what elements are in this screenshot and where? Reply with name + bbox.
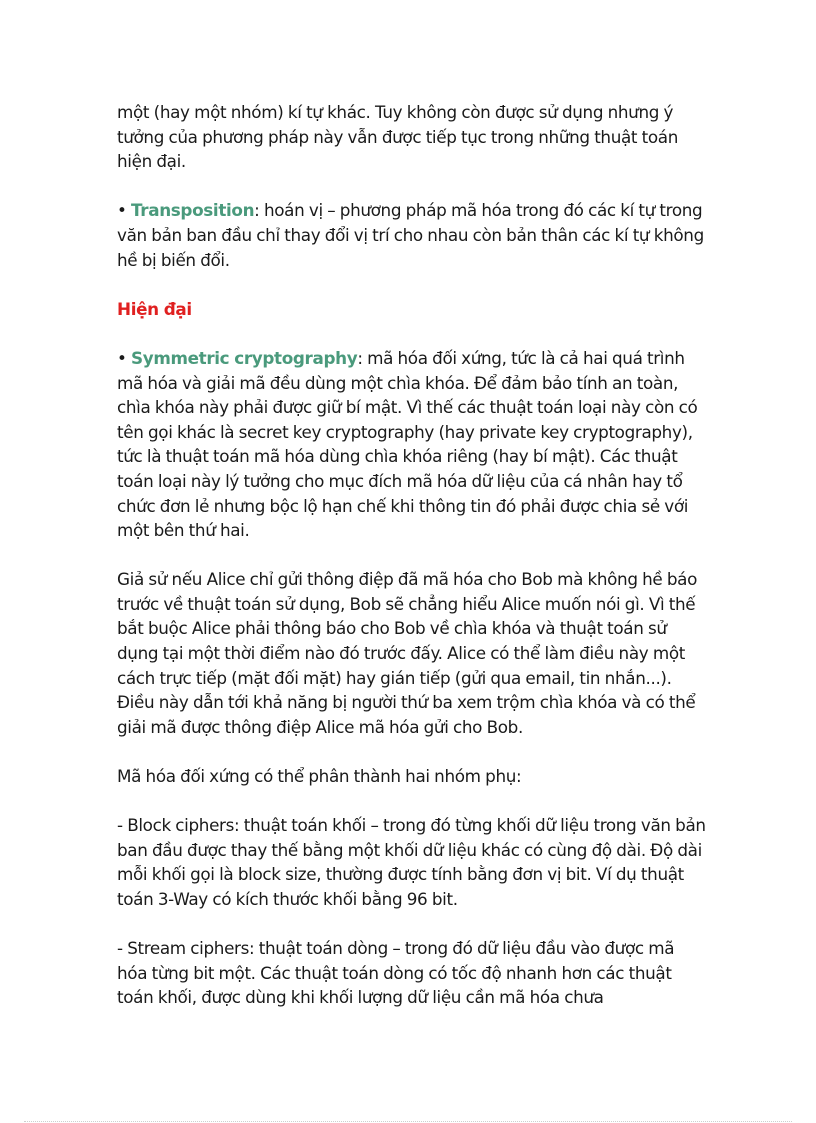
document-page	[117, 100, 707, 1035]
paragraph-block-ciphers: - Block ciphers: thuật toán khối – trong đó từng khối dữ liệu trong văn bản ban đầu được thay thế bằng một khối dữ liệu khác có cùng độ dài. Độ dài mỗi khối gọi là block size, thường được tính bằng đơn vị bit. Ví dụ thuật toán 3-Way có kích thước khối bằng 96 bit.	[117, 815, 706, 909]
symmetric-term: Symmetric cryptography	[131, 347, 358, 368]
transposition-text: : hoán vị – phương pháp mã hóa trong đó các kí tự trong văn bản ban đầu chỉ thay đổi vị trí cho nhau còn bản thân các kí tự không hề bị biến đổi.	[117, 200, 704, 270]
bullet-icon: •	[117, 347, 127, 368]
transposition-item	[117, 198, 707, 272]
section-heading-modern: Hiện đại	[117, 298, 192, 319]
bullet-icon: •	[117, 200, 127, 221]
symmetric-item	[117, 346, 707, 543]
transposition-term: Transposition	[131, 200, 255, 221]
paragraph-substitution-end: một (hay một nhóm) kí tự khác. Tuy không còn được sử dụng nhưng ý tưởng của phương pháp này vẫn được tiếp tục trong những thuật toán hiện đại.	[117, 102, 679, 172]
paragraph-alice: Giả sử nếu Alice chỉ gửi thông điệp đã mã hóa cho Bob mà không hề báo trước về thuật toán sử dụng, Bob sẽ chẳng hiểu Alice muốn nói gì. Vì thế bắt buộc Alice phải thông báo cho Bob về chìa khóa và thuật toán sử dụng tại một thời điểm nào đó trước đấy. Alice có thể làm điều này một cách trực tiếp (mặt đối mặt) hay gián tiếp (gửi qua email, tin nhắn...). Điều này dẫn tới khả năng bị người thứ ba xem trộm chìa khóa và có thể giải mã được thông điệp Alice mã hóa gửi cho Bob.	[117, 569, 698, 737]
paragraph-stream-ciphers: - Stream ciphers: thuật toán dòng – trong đó dữ liệu đầu vào được mã hóa từng bit một. Các thuật toán dòng có tốc độ nhanh hơn các thuật toán khối, được dùng khi khối lượng dữ liệu cần mã hóa chưa	[117, 938, 675, 1008]
page-bottom-divider	[24, 1121, 792, 1122]
paragraph-subgroups: Mã hóa đối xứng có thể phân thành hai nhóm phụ:	[117, 766, 522, 787]
symmetric-text: : mã hóa đối xứng, tức là cả hai quá trình mã hóa và giải mã đều dùng một chìa khóa. Để đảm bảo tính an toàn, chìa khóa này phải được giữ bí mật. Vì thế các thuật toán loại này còn có tên gọi khác là secret key cryptography (hay private key cryptography), tức là thuật toán mã hóa dùng chìa khóa riêng (hay bí mật). Các thuật toán loại này lý tưởng cho mục đích mã hóa dữ liệu của cá nhân hay tổ chức đơn lẻ nhưng bộc lộ hạn chế khi thông tin đó phải được chia sẻ với một bên thứ hai.	[117, 347, 698, 541]
